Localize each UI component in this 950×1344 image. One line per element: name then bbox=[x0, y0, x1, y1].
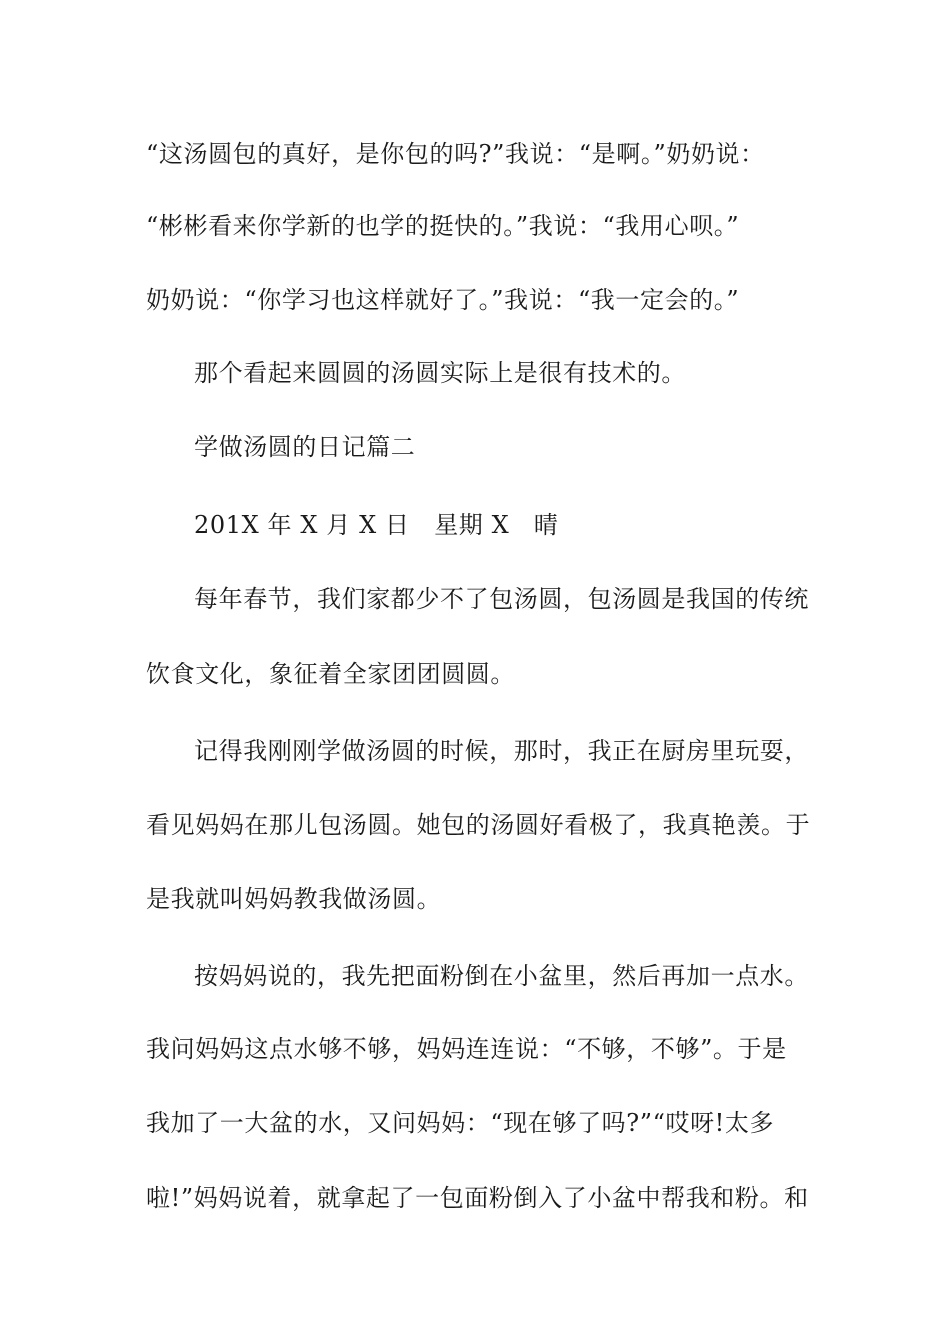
text-line: “彬彬看来你学新的也学的挺快的。”我说：“我用心呗。” bbox=[146, 212, 740, 240]
text-line: 饮食文化，象征着全家团团圆圆。 bbox=[146, 660, 515, 688]
text-line: “这汤圆包的真好，是你包的吗?”我说：“是啊。”奶奶说： bbox=[146, 140, 765, 168]
text-line: 啦!”妈妈说着，就拿起了一包面粉倒入了小盆中帮我和粉。和 bbox=[146, 1184, 809, 1212]
section-heading: 学做汤圆的日记篇二 bbox=[194, 433, 416, 461]
text-line: 看见妈妈在那儿包汤圆。她包的汤圆好看极了，我真艳羡。于 bbox=[146, 811, 811, 839]
text-line: 我加了一大盆的水，又问妈妈：“现在够了吗?”“哎呀!太多 bbox=[146, 1109, 775, 1137]
paragraph-line: 记得我刚刚学做汤圆的时候，那时，我正在厨房里玩耍， bbox=[194, 737, 809, 765]
text-line: 是我就叫妈妈教我做汤圆。 bbox=[146, 885, 442, 913]
paragraph-line: 每年春节，我们家都少不了包汤圆，包汤圆是我国的传统 bbox=[194, 585, 809, 613]
text-line: 我问妈妈这点水够不够，妈妈连连说：“不够，不够”。于是 bbox=[146, 1035, 787, 1063]
text-line: 奶奶说：“你学习也这样就好了。”我说：“我一定会的。” bbox=[146, 286, 740, 314]
paragraph-line: 那个看起来圆圆的汤圆实际上是很有技术的。 bbox=[194, 359, 686, 387]
date-weather-line: 201X 年 X 月 X 日 星期 X 晴 bbox=[194, 511, 559, 539]
paragraph-line: 按妈妈说的，我先把面粉倒在小盆里，然后再加一点水。 bbox=[194, 962, 809, 990]
